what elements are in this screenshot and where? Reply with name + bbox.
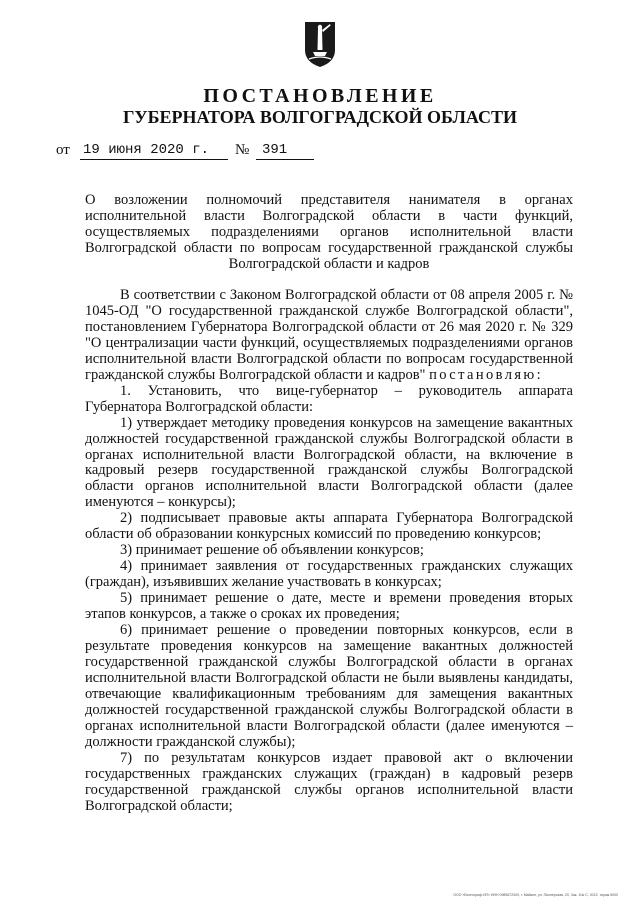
- preamble-text: В соответствии с Законом Волгоградской области от 08 апреля 2005 г. № 1045-ОД "О государственной гражданской службе Волгоградской области", постановлением Губернатора Волгоградской области от 26 мая 2020 г. № 329 "О централизации части функций, осуществляемых подразделениями органов исполнительной власти Волгоградской области по вопросам государственной гражданской службы Волгоградской области и кадров": [85, 287, 573, 383]
- list-item: 6) принимает решение о проведении повторных конкурсов, если в результате проведения конкурсов на замещение вакантных должностей государственной гражданской службы Волгоградской области в органах исполнительной власти Волгоградской области не были выявлены кандидаты, отвечающие квалификационным требованиям для замещения вакантных должностей государственной гражданской службы Волгоградской области в органах исполнительной власти Волгоградской области (далее именуются – должности гражданской службы);: [85, 622, 573, 750]
- coat-of-arms-emblem: [303, 20, 337, 68]
- document-issuer: ГУБЕРНАТОРА ВОЛГОГРАДСКОЙ ОБЛАСТИ: [122, 107, 518, 127]
- date-label: от: [56, 142, 70, 158]
- list-item: 7) по результатам конкурсов издает правовой акт о включении государственных гражданских служащих (граждан) в кадровый резерв государственной гражданской службы органов исполнительной власти Волгоградской области;: [85, 749, 573, 814]
- list-item: 2) подписывает правовые акты аппарата Губернатора Волгоградской области об образовании конкурсных комиссий по проведению конкурсов;: [85, 510, 573, 543]
- number-label: №: [235, 142, 250, 158]
- preamble-paragraph: [85, 288, 573, 384]
- document-body: [85, 288, 573, 814]
- list-item: 1. Установить, что вице-губернатор – руководитель аппарата Губернатора Волгоградской области:: [85, 382, 573, 415]
- document-subject: О возложении полномочий представителя нанимателя в органах исполнительной власти Волгоградской области в части функций, осуществляемых подразделениями органов исполнительной власти Волгоградской области по вопросам государственной гражданской службы Волгоградской области и кадров: [85, 192, 573, 272]
- volgograd-emblem-icon: [303, 20, 337, 68]
- date-underline: [80, 159, 228, 160]
- printer-footer: ООО «Волгограф-НП» ИНН 0985672309, г. Майкоп, ул. Пионерская, 20, Зак. 1№·С, 2013, тираж 5000: [453, 893, 618, 897]
- document-title: ПОСТАНОВЛЕНИЕ: [203, 85, 437, 107]
- list-item: 5) принимает решение о дате, месте и времени проведения вторых этапов конкурсов, а также о сроках их проведения;: [85, 590, 573, 623]
- list-item: 4) принимает заявления от государственных гражданских служащих (граждан), изъявивших желание участвовать в конкурсах;: [85, 558, 573, 591]
- decree-word: постановляю:: [429, 366, 544, 383]
- number-underline: [256, 159, 314, 160]
- list-item: 1) утверждает методику проведения конкурсов на замещение вакантных должностей государственной гражданской службы Волгоградской области в органах исполнительной власти Волгоградской области, на включение в кадровый резерв государственной гражданской службы Волгоградской области органов исполнительной власти Волгоградской области (далее именуются – конкурсы);: [85, 414, 573, 511]
- number-value: 391: [262, 142, 288, 158]
- date-value: 19 июня 2020 г.: [83, 142, 210, 158]
- list-item: 3) принимает решение об объявлении конкурсов;: [120, 542, 424, 559]
